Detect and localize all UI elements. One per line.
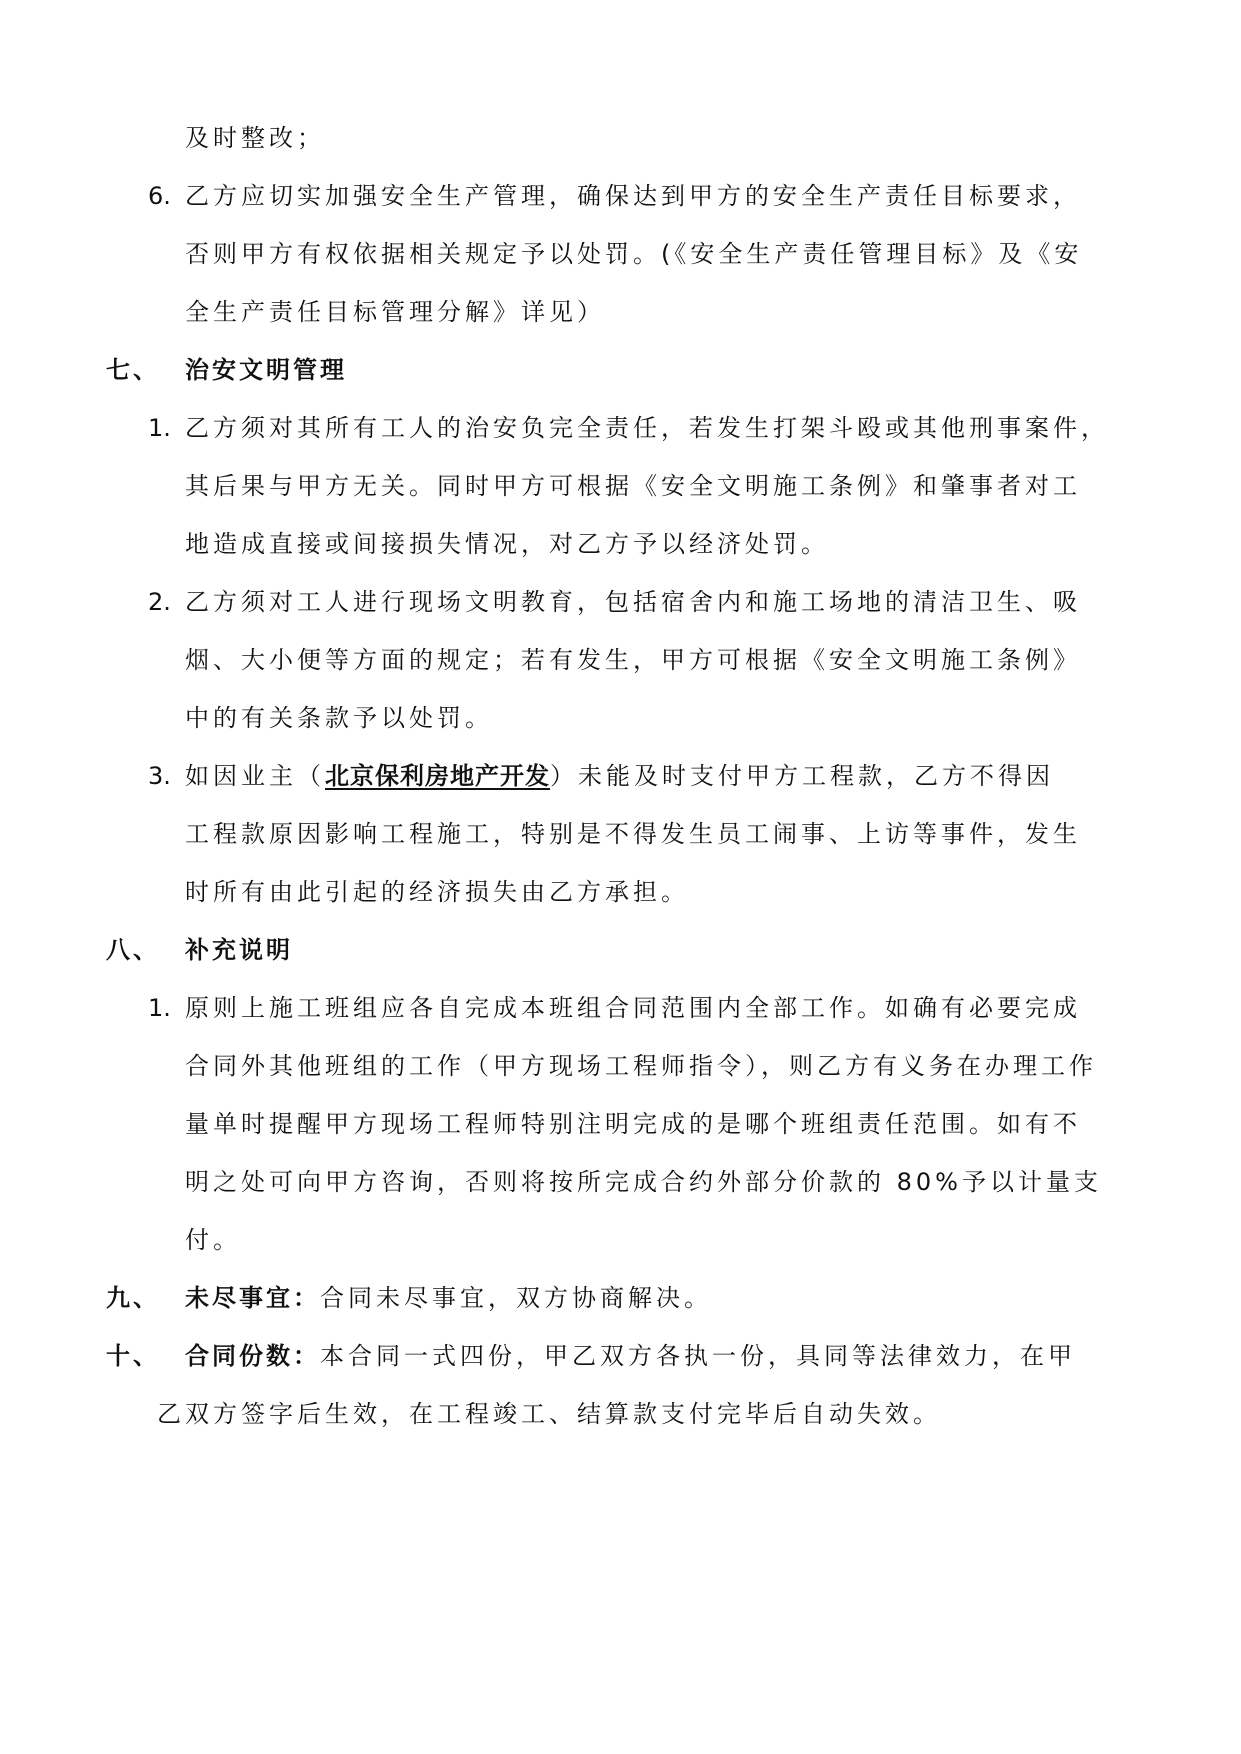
section-number: 十、 bbox=[106, 1342, 160, 1370]
paragraph-line: 其后果与甲方无关。同时甲方可根据《安全文明施工条例》和肇事者对工 bbox=[185, 472, 1081, 500]
paragraph-line: 乙双方签字后生效，在工程竣工、结算款支付完毕后自动失效。 bbox=[157, 1400, 941, 1428]
paragraph-line: 否则甲方有权依据相关规定予以处罚。(《安全生产责任管理目标》及《安 bbox=[185, 240, 1083, 268]
paragraph-line: 乙方须对工人进行现场文明教育，包括宿舍内和施工场地的清洁卫生、吸 bbox=[185, 588, 1081, 616]
paragraph-line: 量单时提醒甲方现场工程师特别注明完成的是哪个班组责任范围。如有不 bbox=[185, 1110, 1081, 1138]
paragraph-line: 时所有由此引起的经济损失由乙方承担。 bbox=[185, 878, 689, 906]
list-number: 6. bbox=[148, 182, 171, 210]
list-number: 1. bbox=[148, 994, 171, 1022]
section-number: 九、 bbox=[106, 1284, 160, 1312]
section-number: 七、 bbox=[106, 356, 160, 384]
text-segment: 如因业主（ bbox=[185, 762, 325, 790]
paragraph-line bbox=[185, 1278, 712, 1318]
paragraph-line: 乙方应切实加强安全生产管理，确保达到甲方的安全生产责任目标要求， bbox=[185, 182, 1081, 210]
section-title: 未尽事宜： bbox=[185, 1284, 320, 1312]
paragraph-line bbox=[185, 756, 1054, 796]
text-segment: 本合同一式四份，甲乙双方各执一份，具同等法律效力，在甲 bbox=[320, 1342, 1076, 1370]
owner-name: 北京保利房地产开发 bbox=[325, 762, 550, 790]
section-title: 治安文明管理 bbox=[185, 356, 347, 384]
text-segment: 合同未尽事宜，双方协商解决。 bbox=[320, 1284, 712, 1312]
paragraph-line: 工程款原因影响工程施工，特别是不得发生员工闹事、上访等事件，发生 bbox=[185, 820, 1081, 848]
paragraph-line: 中的有关条款予以处罚。 bbox=[185, 704, 493, 732]
section-title: 补充说明 bbox=[185, 936, 293, 964]
paragraph-line: 烟、大小便等方面的规定；若有发生，甲方可根据《安全文明施工条例》 bbox=[185, 646, 1081, 674]
section-title: 合同份数： bbox=[185, 1342, 320, 1370]
paragraph-line bbox=[185, 1336, 1076, 1376]
paragraph-line: 合同外其他班组的工作（甲方现场工程师指令），则乙方有义务在办理工作 bbox=[185, 1052, 1097, 1080]
paragraph-line: 全生产责任目标管理分解》详见） bbox=[185, 298, 605, 326]
list-number: 2. bbox=[148, 588, 171, 616]
section-number: 八、 bbox=[106, 936, 160, 964]
list-number: 1. bbox=[148, 414, 171, 442]
paragraph-line: 原则上施工班组应各自完成本班组合同范围内全部工作。如确有必要完成 bbox=[185, 994, 1081, 1022]
list-number: 3. bbox=[148, 762, 171, 790]
text-segment: ）未能及时支付甲方工程款，乙方不得因 bbox=[550, 762, 1054, 790]
paragraph-line: 付。 bbox=[185, 1226, 241, 1254]
paragraph-line: 及时整改； bbox=[185, 124, 325, 152]
paragraph-line: 地造成直接或间接损失情况，对乙方予以经济处罚。 bbox=[185, 530, 829, 558]
paragraph-line: 乙方须对其所有工人的治安负完全责任，若发生打架斗殴或其他刑事案件， bbox=[185, 414, 1109, 442]
paragraph-line: 明之处可向甲方咨询，否则将按所完成合约外部分价款的 80%予以计量支 bbox=[185, 1168, 1102, 1196]
